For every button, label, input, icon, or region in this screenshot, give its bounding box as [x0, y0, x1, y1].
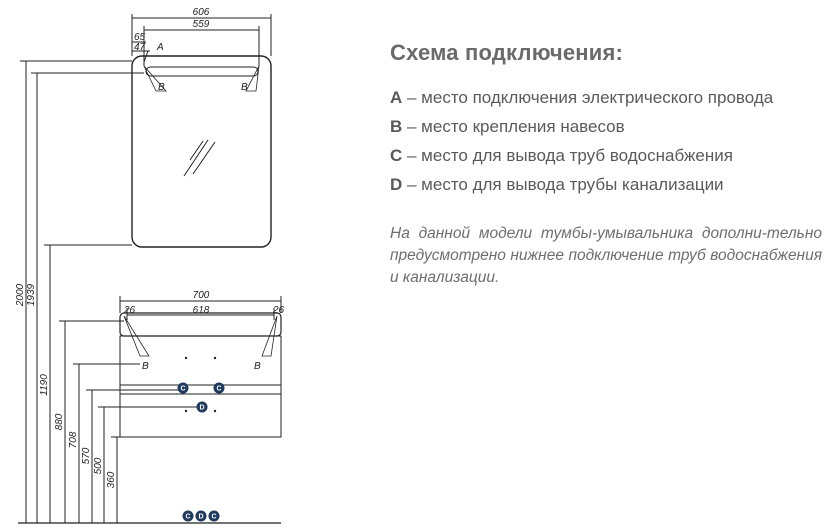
cabinet-body	[120, 336, 281, 437]
height-1939-label: 1939	[26, 283, 37, 307]
cabinet-inner-label: 618	[192, 305, 210, 316]
legend-item-b	[390, 117, 822, 137]
mirror-offset-side-label: 47	[134, 42, 146, 53]
legend-text: – место крепления навесов	[402, 117, 625, 136]
cabinet-width-label: 700	[192, 290, 210, 301]
floor-water-right-label: C	[211, 513, 217, 521]
legend-item-a	[390, 88, 822, 108]
water-outlet-left-label: C	[180, 385, 186, 393]
legend-key: B	[390, 117, 403, 136]
legend-text: – место для вывода труб водоснабжения	[402, 146, 733, 165]
mirror-hook-right-label: B	[241, 82, 248, 93]
height-570-label: 570	[81, 447, 92, 465]
technical-drawing	[0, 0, 380, 530]
cabinet-left-margin-label: 26	[124, 305, 136, 316]
legend-item-c	[390, 146, 822, 166]
connection-legend	[390, 40, 822, 289]
legend-text: – место для вывода трубы канализации	[402, 175, 724, 194]
legend-item-d	[390, 175, 822, 195]
height-1190-label: 1190	[39, 374, 50, 396]
cabinet-hook-left-label: B	[142, 361, 149, 372]
mirror-width-label: 606	[192, 7, 210, 18]
water-outlet-right-label: C	[216, 385, 222, 393]
legend-text: – место подключения электрического провода	[402, 88, 774, 107]
mirror-hook-left-label: B	[158, 82, 165, 93]
cabinet-hook-right-label: B	[254, 361, 261, 372]
height-2000-label: 2000	[15, 283, 26, 307]
legend-key: A	[390, 88, 403, 107]
legend-key: C	[390, 146, 403, 165]
mirror-offset-top-label: 65	[134, 32, 146, 43]
floor-water-left-label: C	[185, 513, 191, 521]
legend-note: На данной модели тумбы-умывальника дополни-тельно предусмотрено нижнее подключение труб водоснабжения и канализации.	[390, 225, 822, 286]
legend-title: Схема подключения:	[390, 40, 624, 65]
legend-key: D	[390, 175, 403, 194]
floor-drain-label: D	[198, 513, 204, 521]
height-880-label: 880	[54, 413, 65, 431]
drain-outlet-label: D	[199, 404, 205, 412]
letter-a-label: A	[157, 42, 164, 53]
mirror-light-slot	[146, 67, 258, 76]
cabinet-right-margin-label: 26	[273, 305, 285, 316]
height-500-label: 500	[93, 457, 104, 475]
height-360-label: 360	[106, 471, 117, 489]
height-708-label: 708	[68, 431, 79, 449]
mirror-inner-label: 559	[192, 19, 210, 30]
cabinet-top	[120, 313, 281, 336]
